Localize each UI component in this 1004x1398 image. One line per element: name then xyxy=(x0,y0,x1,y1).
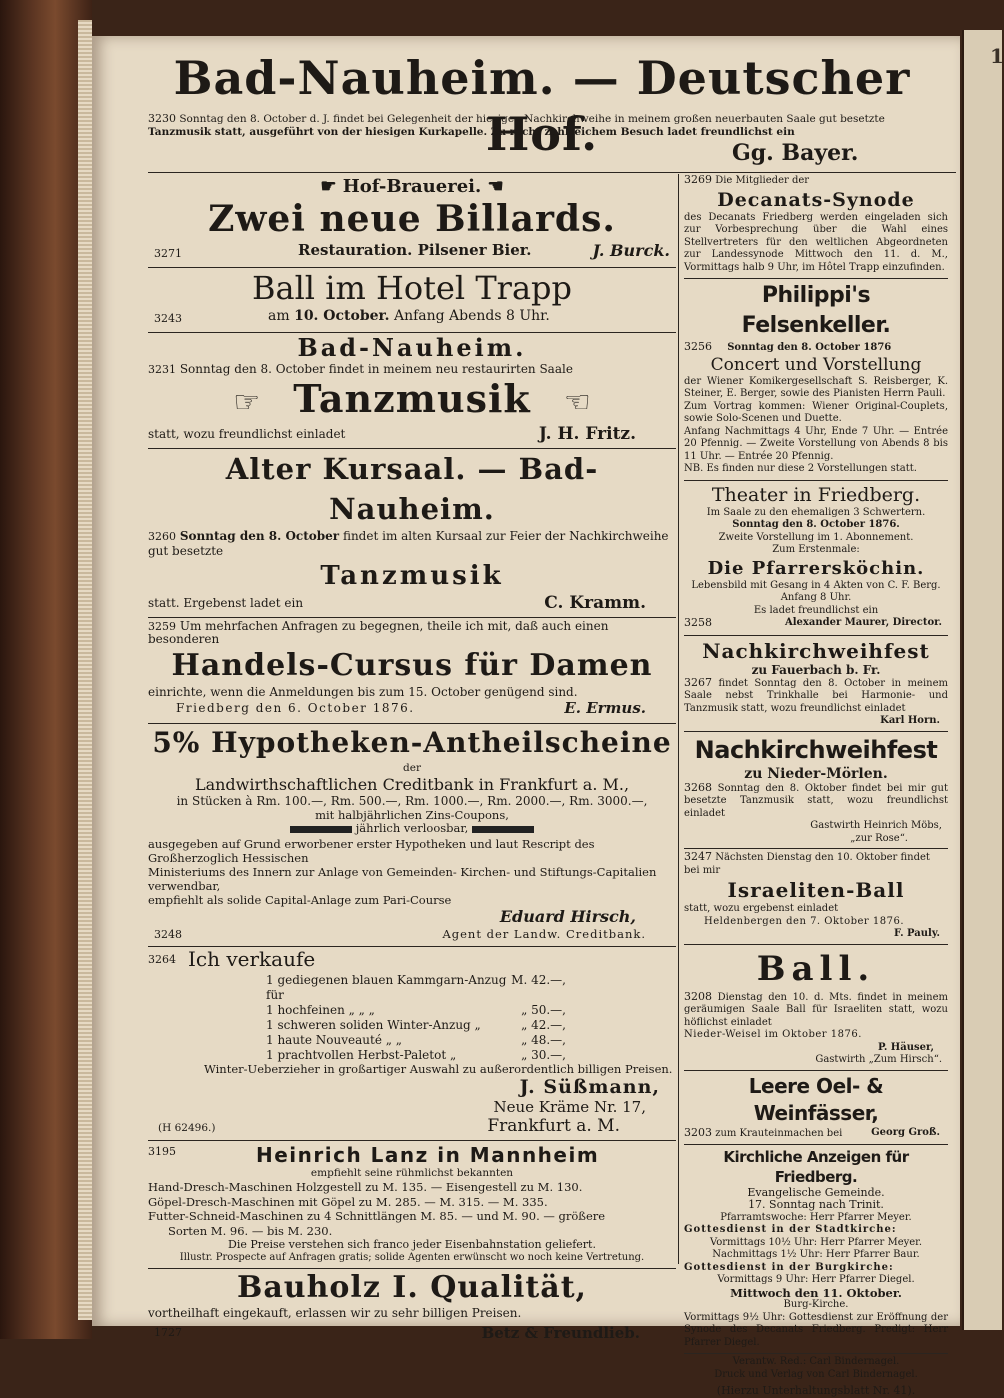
israeliten-line-1: Nächsten Dienstag den 10. Oktober findet bei mir xyxy=(684,852,930,876)
verkaufe-head xyxy=(148,947,676,973)
israeliten-line-2: statt, wozu ergebenst einladet xyxy=(684,903,839,914)
ad-number: 3247 xyxy=(684,850,712,863)
bauholz-signature: Betz & Freundlieb. xyxy=(481,1324,640,1342)
ball-signature-2: Gastwirth „Zum Hirsch“. xyxy=(815,1054,942,1065)
israeliten-line-1-row xyxy=(684,851,948,877)
kirchlich-sub: Evangelische Gemeinde. xyxy=(747,1185,885,1199)
left-column xyxy=(148,174,676,1344)
lanz-line-6: Illustr. Prospecte auf Anfragen gratis; solide Agenten erwünscht wo noch keine Vertretung. xyxy=(179,1252,645,1263)
synode-text: des Decanats Friedberg werden eingeladen sich zur Vorbesprechung über die Wahl eines Stellvertreters für den weltlichen Abgeordneten zur Landessynode Mittwoch den 11. d. M., Vormittags halb 9 Uhr, im Hôtel Trapp einzufinden. xyxy=(684,211,948,273)
hypotheken-der: der xyxy=(403,762,421,774)
fauerbach-sub: zu Fauerbach b. Fr. xyxy=(751,663,881,677)
hypotheken-line-5: Ministeriums des Innern zur Anlage von Gemeinden- Kirchen- und Stiftungs-Capitalien verwendbar, xyxy=(148,865,657,893)
lanz-line-5: Die Preise verstehen sich franco jeder Eisenbahnstation geliefert. xyxy=(228,1238,596,1251)
verkaufe-signature-1: J. Süßmann, xyxy=(519,1076,660,1098)
israeliten-dateline: Heldenbergen den 7. Oktober 1876. xyxy=(704,915,904,927)
oel-title: Leere Oel- & Weinfässer, xyxy=(748,1073,884,1125)
fritz-line-1-text: Sonntag den 8. October findet in meinem neu restaurirten Saale xyxy=(179,362,573,376)
kursaal-line-1a: Sonntag den 8. October xyxy=(179,529,340,543)
verkaufe-list xyxy=(148,973,676,1063)
pointing-hand-icon: ☜ xyxy=(563,385,591,420)
handels-row xyxy=(148,699,676,719)
israeliten-title: Israeliten-Ball xyxy=(727,878,905,902)
kursaal-mid: Tanzmusik xyxy=(320,561,504,591)
hofbrauerei-sub-row xyxy=(148,241,676,261)
ball-text-row xyxy=(684,991,948,1030)
kirchlich-line-9: Burg-Kirche. xyxy=(783,1299,849,1310)
theater-signature: Alexander Maurer, Director. xyxy=(784,617,942,628)
kursaal-row xyxy=(148,593,676,613)
philippi-title: Philippi's Felsenkeller. xyxy=(741,283,891,338)
kirchlich-line-6: Gottesdienst in der Burgkirche: xyxy=(684,1261,894,1273)
pointing-hand-icon: ☞ xyxy=(233,385,261,420)
divider xyxy=(148,617,676,618)
philippi-text: der Wiener Komikergesellschaft S. Reisberger, K. Steiner, E. Berger, sowie des Pianisten Herrn Pauli. xyxy=(684,375,948,399)
theater-line-1: Im Saale zu den ehemaligen 3 Schwertern. xyxy=(706,506,926,518)
fauerbach-signature: Karl Horn. xyxy=(880,715,940,726)
moerlen-signature: Gastwirth Heinrich Möbs, xyxy=(810,820,942,831)
verkaufe-title: Ich verkaufe xyxy=(188,947,316,971)
ball-trapp-pre: am xyxy=(268,308,290,324)
verkaufe-code: (H 62496.) xyxy=(158,1122,216,1134)
list-item xyxy=(266,973,566,1003)
divider xyxy=(684,1070,948,1071)
adjacent-page-edge xyxy=(962,30,1002,1330)
moerlen-text-row xyxy=(684,782,948,821)
right-column xyxy=(684,174,948,1398)
ad-number: 3248 xyxy=(154,928,182,941)
fritz-signature: J. H. Fritz. xyxy=(538,424,636,444)
ad-number: 3264 xyxy=(148,953,176,966)
list-item xyxy=(266,1003,566,1018)
divider xyxy=(684,635,948,636)
kursaal-line-2: statt. Ergebenst ladet ein xyxy=(148,596,304,610)
divider xyxy=(684,1353,948,1354)
handels-title: Handels-Cursus für Damen xyxy=(171,648,653,683)
theater-line-7: Es ladet freundlichst ein xyxy=(753,604,879,616)
kursaal-signature: C. Kramm. xyxy=(544,593,646,613)
ball-text: Dienstag den 10. d. Mts. findet in meinem geräumigen Saale Ball für Israeliten statt, wozu höflichst einladet xyxy=(684,991,948,1028)
hypotheken-row xyxy=(148,926,676,942)
ad-number: 3271 xyxy=(154,247,182,260)
item-text: 1 hochfeinen „ „ „ xyxy=(266,1003,375,1017)
ad-number: 3260 xyxy=(148,530,176,543)
ad-number: 3269 xyxy=(684,173,712,186)
list-item xyxy=(266,1048,566,1063)
handels-signature: E. Ermus. xyxy=(564,699,646,717)
fritz-row xyxy=(148,422,676,444)
ad-number: 3256 xyxy=(684,340,712,353)
divider xyxy=(148,172,956,173)
hofbrauerei-signature: J. Burck. xyxy=(592,241,670,260)
hypotheken-signature-2: Agent der Landw. Creditbank. xyxy=(442,927,646,941)
kirchlich-line-3: Gottesdienst in der Stadtkirche: xyxy=(684,1224,897,1235)
ad-number: 3203 xyxy=(684,1125,712,1139)
ad-number: 3258 xyxy=(684,616,712,629)
item-price: M. 42.—, xyxy=(511,973,566,987)
footer-line-2: Druck und Verlag von Carl Bindernagel. xyxy=(714,1368,918,1380)
ball-trapp-post: Anfang Abends 8 Uhr. xyxy=(393,308,550,324)
philippi-text-2: Zum Vortrag kommen: Wiener Original-Couplets, sowie Solo-Scenen und Duette. xyxy=(684,400,948,424)
handels-dateline: Friedberg den 6. October 1876. xyxy=(176,701,415,715)
ad-number: 3259 xyxy=(148,620,176,633)
item-price: „ 30.—, xyxy=(521,1048,566,1062)
hofbrauerei-head-text: Hof-Brauerei. xyxy=(342,176,482,197)
divider xyxy=(684,1144,948,1145)
moerlen-signature-2: „zur Rose“. xyxy=(850,832,908,844)
verkaufe-line: Winter-Ueberzieher in großartiger Auswahl zu außerordentlich billigen Preisen. xyxy=(204,1062,673,1076)
oel-row xyxy=(684,1127,948,1141)
ball-title: Ball. xyxy=(756,948,876,989)
fritz-line-2: statt, wozu freundlichst einladet xyxy=(148,427,346,441)
synode-head xyxy=(684,174,948,188)
decorative-bar xyxy=(290,826,352,833)
kirchlich-line-2: Pfarramtswoche: Herr Pfarrer Meyer. xyxy=(720,1211,912,1223)
ad-number: 3231 xyxy=(148,363,176,376)
philippi-sub: Concert und Vorstellung xyxy=(710,354,922,375)
header-title: Bad-Nauheim. — Deutscher Hof. xyxy=(173,51,911,161)
ad-number: 3230 xyxy=(148,112,176,125)
page-edges xyxy=(78,20,92,1320)
lanz-sub: empfiehlt seine rühmlichst bekannten xyxy=(310,1167,514,1179)
verkaufe-signature-3: Frankfurt a. M. xyxy=(487,1116,620,1136)
divider xyxy=(684,848,948,849)
synode-title: Decanats-Synode xyxy=(717,188,915,211)
kirchlich-line-10: Vormittags 9½ Uhr: Gottesdienst zur Eröffnung der Synode des Decanats Friedberg. Predigt: Herr Pfarrer Diegel. xyxy=(684,1311,948,1348)
handels-line-2: einrichte, wenn die Anmeldungen bis zum 15. October genügend sind. xyxy=(148,685,578,699)
ad-number: 3243 xyxy=(154,312,182,325)
decorative-bar xyxy=(472,826,534,833)
ball-trapp-row xyxy=(148,308,676,328)
kirchlich-line-4: Vormittags 10½ Uhr: Herr Pfarrer Meyer. xyxy=(709,1236,923,1248)
hypotheken-bank: Landwirthschaftlichen Creditbank in Frankfurt a. M., xyxy=(194,775,630,794)
theater-row xyxy=(684,617,948,631)
list-item xyxy=(266,1033,566,1048)
hypotheken-line-3: jährlich verloosbar, xyxy=(355,821,469,835)
theater-line-4: Zum Erstenmale: xyxy=(772,544,860,555)
item-price: „ 50.—, xyxy=(521,1003,566,1017)
fritz-line-1 xyxy=(148,363,676,376)
lanz-head xyxy=(148,1141,676,1167)
philippi-date: Sonntag den 8. October 1876 xyxy=(727,342,892,353)
ad-number: 3268 xyxy=(684,780,712,794)
kirchlich-line-1: 17. Sonntag nach Trinit. xyxy=(748,1198,884,1211)
moerlen-title: Nachkirchweihfest xyxy=(694,735,938,764)
book-binding xyxy=(0,0,92,1339)
philippi-text-4: NB. Es finden nur diese 2 Vorstellungen statt. xyxy=(684,463,917,474)
hypotheken-title: 5% Hypotheken-Antheilscheine xyxy=(152,726,672,759)
fauerbach-title: Nachkirchweihfest xyxy=(702,639,930,663)
philippi-date-row xyxy=(684,341,948,355)
fauerbach-text: findet Sonntag den 8. October in meinem Saale nebst Trinkhalle bei Harmonie- und Tanzmusik statt, wozu freundlichst einladet xyxy=(684,677,948,714)
ad-number: 3208 xyxy=(684,989,712,1003)
hypotheken-line-2: mit halbjährlichen Zins-Coupons, xyxy=(315,808,509,822)
kursaal-line-1b: findet im alten Kursaal zur Feier der Nachkirchweihe xyxy=(342,529,669,543)
hypotheken-line-1: in Stücken à Rm. 100.—, Rm. 500.—, Rm. 1000.—, Rm. 2000.—, Rm. 3000.—, xyxy=(176,794,648,808)
hofbrauerei-sub: Restauration. Pilsener Bier. xyxy=(298,241,532,259)
hypotheken-line-4: ausgegeben auf Grund erworbener erster Hypotheken und laut Rescript des Großherzoglich Hessischen xyxy=(148,837,595,865)
moerlen-sub: zu Nieder-Mörlen. xyxy=(744,765,888,782)
lanz-line-3: Futter-Schneid-Maschinen zu 4 Schnittlängen M. 85. — und M. 90. — größere xyxy=(148,1209,606,1223)
oel-text: zum Krauteinmachen bei xyxy=(715,1127,843,1139)
theater-line-5: Lebensbild mit Gesang in 4 Akten von C. F. Berg. xyxy=(691,579,941,591)
israeliten-signature: F. Pauly. xyxy=(893,928,940,939)
lanz-title: Heinrich Lanz in Mannheim xyxy=(256,1143,600,1167)
divider xyxy=(684,944,948,945)
ad-number: 3267 xyxy=(684,675,712,689)
divider xyxy=(684,731,948,732)
header-text-1: Sonntag den 8. October d. J. findet bei Gelegenheit der hiesigen Nachkirchweihe in meinem großen neuerbauten Saale gut besetzte xyxy=(179,113,885,125)
oel-signature: Georg Groß. xyxy=(871,1126,940,1138)
divider xyxy=(684,278,948,279)
ad-number: 3195 xyxy=(148,1145,176,1158)
kirchlich-line-7: Vormittags 9 Uhr: Herr Pfarrer Diegel. xyxy=(717,1274,915,1285)
fauerbach-text-row xyxy=(684,677,948,716)
newspaper-page xyxy=(92,36,960,1397)
oel-text-row xyxy=(684,1127,842,1141)
column-divider xyxy=(678,174,679,1264)
lanz-line-4: Sorten M. 96. — bis M. 230. xyxy=(168,1223,333,1238)
hypotheken-line-6: empfiehlt als solide Capital-Anlage zum Pari-Course xyxy=(148,893,452,907)
kursaal-title: Alter Kursaal. — Bad-Nauheim. xyxy=(225,452,599,526)
bauholz-line: vortheilhaft eingekauft, erlassen wir zu sehr billigen Preisen. xyxy=(148,1306,522,1320)
fritz-title: Tanzmusik xyxy=(293,376,531,421)
divider xyxy=(684,480,948,481)
footer-line-3: (Hierzu Unterhaltungsblatt Nr. 41). xyxy=(716,1384,916,1397)
item-price: „ 42.—, xyxy=(521,1018,566,1032)
footer-line-1: Verantw. Red.: Carl Bindernagel. xyxy=(732,1356,900,1367)
bauholz-title: Bauholz I. Qualität, xyxy=(237,1270,587,1305)
hypotheken-signature: Eduard Hirsch, xyxy=(499,907,636,926)
hofbrauerei-head xyxy=(148,176,676,197)
theater-line-2: Sonntag den 8. October 1876. xyxy=(732,519,900,530)
handels-line-1 xyxy=(148,620,676,646)
item-text: 1 schweren soliden Winter-Anzug „ xyxy=(266,1018,481,1032)
item-text: 1 gediegenen blauen Kammgarn-Anzug für xyxy=(266,973,507,1002)
verkaufe-row xyxy=(148,1116,676,1138)
hofbrauerei-title: Zwei neue Billards. xyxy=(208,198,616,240)
pointing-hand-icon: ☛ xyxy=(320,176,343,197)
kursaal-line-1 xyxy=(148,529,676,559)
lanz-line-1: Hand-Dresch-Maschinen Holzgestell zu M. 135. — Eisengestell zu M. 130. xyxy=(148,1180,583,1194)
hypotheken-line-3-row xyxy=(148,822,676,835)
moerlen-text: Sonntag den 8. Oktober findet bei mir gut besetzte Tanzmusik statt, wozu freundlichst einladet xyxy=(684,782,948,819)
list-item xyxy=(266,1018,566,1033)
ball-trapp-date: 10. October. xyxy=(294,308,390,324)
ad-number: 1727 xyxy=(154,1326,182,1339)
kirchlich-line-8: Mittwoch den 11. Oktober. xyxy=(730,1285,902,1300)
theater-play: Die Pfarrersköchin. xyxy=(707,557,925,579)
item-price: „ 48.—, xyxy=(521,1033,566,1047)
kursaal-line-1c: gut besetzte xyxy=(148,544,224,558)
item-text: 1 haute Nouveauté „ „ xyxy=(266,1033,403,1047)
ball-trapp-line xyxy=(268,308,550,324)
bauholz-row xyxy=(148,1320,676,1344)
theater-line-3: Zweite Vorstellung im 1. Abonnement. xyxy=(718,531,914,543)
adjacent-page-number: 1 xyxy=(990,44,1004,68)
ball-dateline: Nieder-Weisel im Oktober 1876. xyxy=(684,1029,862,1040)
header-text xyxy=(148,112,958,126)
kirchlich-line-5: Nachmittags 1½ Uhr: Herr Pfarrer Baur. xyxy=(712,1249,920,1260)
header-signature: Gg. Bayer. xyxy=(732,140,859,166)
lanz-line-2: Göpel-Dresch-Maschinen mit Göpel zu M. 285. — M. 315. — M. 335. xyxy=(148,1194,548,1209)
verkaufe-signature-2: Neue Kräme Nr. 17, xyxy=(493,1098,646,1116)
fritz-head: Bad-Nauheim. xyxy=(297,333,527,362)
fritz-title-row xyxy=(148,376,676,422)
ball-signature: P. Häuser, xyxy=(877,1041,934,1053)
kirchlich-title: Kirchliche Anzeigen für Friedberg. xyxy=(723,1147,909,1186)
philippi-text-3: Anfang Nachmittags 4 Uhr, Ende 7 Uhr. — Entrée 20 Pfennig. — Zweite Vorstellung von Abends 8 bis 11 Uhr. — Entrée 20 Pfennig. xyxy=(684,425,948,462)
pointing-hand-icon: ☚ xyxy=(481,176,504,197)
theater-line-6: Anfang 8 Uhr. xyxy=(780,592,852,603)
ball-trapp-title: Ball im Hotel Trapp xyxy=(251,269,573,307)
synode-head-text: Die Mitglieder der xyxy=(715,175,810,186)
header-text-2: Tanzmusik statt, ausgeführt von der hiesigen Kurkapelle. Zu recht zahlreichem Besuch ladet freundlichst ein xyxy=(148,126,795,138)
handels-line-1-text: Um mehrfachen Anfragen zu begegnen, theile ich mit, daß auch einen besonderen xyxy=(148,619,609,646)
theater-title: Theater in Friedberg. xyxy=(711,483,921,506)
item-text: 1 prachtvollen Herbst-Paletot „ xyxy=(266,1048,457,1062)
